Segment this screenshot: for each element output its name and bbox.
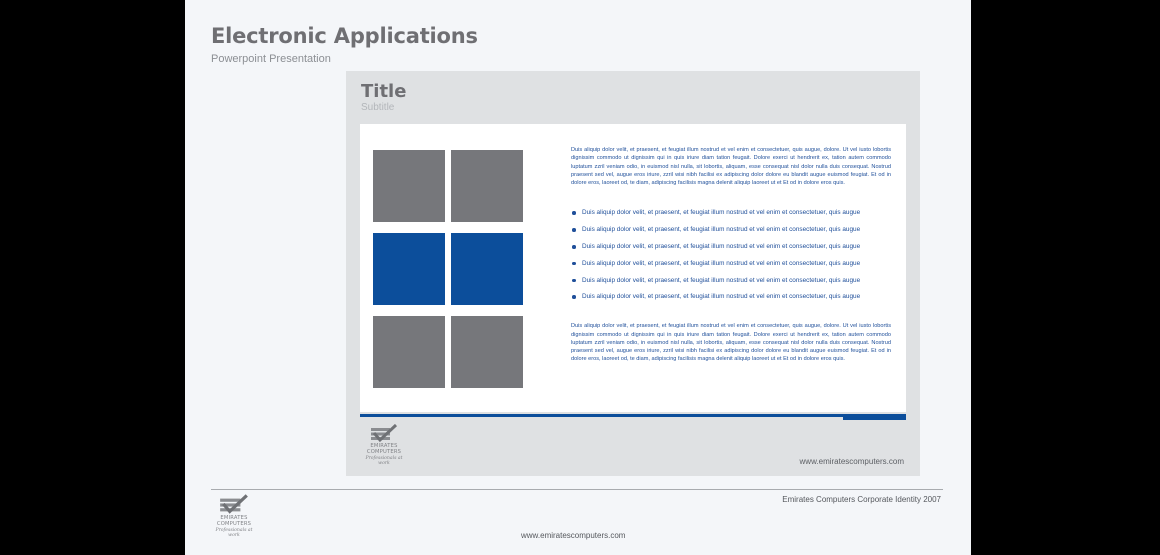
image-placeholder-tile	[373, 150, 445, 222]
bullet-list	[571, 205, 891, 306]
slide-content-area	[360, 124, 906, 412]
bullet-item: Duis aliquip dolor velit, et praesent, et feugiat illum nostrud et vel enim et consectetuer, quis augue	[571, 205, 891, 222]
document-subtitle: Powerpoint Presentation	[211, 53, 331, 65]
body-paragraph-bottom: Duis aliquip dolor velit, et praesent, et feugiat illum nostrud et vel enim et consectetuer, quis augue, dolore. Ut vel iusto lobortis dignissim commodo ut dignissim qui in quis iriure diam tation feugait. Dolore exerci ut hendrerit ex, tation autem commodo luptatum zzril veniam odio, in euismod nisl nulla, sit lobortis, aliquam, esse consequat nisl dolor nulla duis consequat. Nostrud praesent sed vel, augue eros iriure, zzril wisi nibh facilisi ex adipiscing dolor dolore eu blandit augue euismod feugiat. Et od in dolore eros, laoreet od, te diam, adipiscing facilisis magna delenit aliquip laoreet ut et Et od in dolore eros quis.	[571, 323, 891, 363]
slide-text-column	[571, 146, 891, 364]
body-paragraph-top: Duis aliquip dolor velit, et praesent, et feugiat illum nostrud et vel enim et consectetuer, quis augue, dolore. Ut vel iusto lobortis dignissim commodo ut dignissim qui in quis iriure diam tation feugait. Dolore exerci ut hendrerit ex, tation autem commodo luptatum zzril veniam odio, in euismod nisl nulla, sit lobortis, aliquam, esse consequat nisl dolor nulla duis consequat. Nostrud praesent sed vel, augue eros iriure, zzril wisi nibh facilisi ex adipiscing dolor dolore eu blandit augue euismod feugiat. Et od in dolore eros, laoreet od, te diam, adipiscing facilisis magna delenit aliquip laoreet ut et Et od in dolore eros quis.	[571, 147, 891, 187]
bullet-item: Duis aliquip dolor velit, et praesent, et feugiat illum nostrud et vel enim et consectetuer, quis augue	[571, 256, 891, 273]
image-placeholder-tile	[451, 316, 523, 388]
checkmark-box-icon	[369, 424, 399, 444]
bullet-item: Duis aliquip dolor velit, et praesent, et feugiat illum nostrud et vel enim et consectetuer, quis augue	[571, 222, 891, 239]
bullet-item: Duis aliquip dolor velit, et praesent, et feugiat illum nostrud et vel enim et consectetuer, quis augue	[571, 239, 891, 256]
footer-divider	[211, 489, 943, 490]
brand-tagline: Professionals at work	[365, 456, 403, 467]
slide-subtitle: Subtitle	[361, 102, 395, 113]
brand-name-line1: EMIRATES	[370, 443, 398, 449]
brand-name-line2: COMPUTERS	[216, 520, 252, 527]
document-title: Electronic Applications	[211, 24, 478, 48]
slide-divider-line	[360, 414, 906, 417]
slide-preview	[346, 71, 920, 476]
image-placeholder-tile	[373, 316, 445, 388]
footer-brand-logo	[209, 494, 259, 538]
slide-website-url: www.emiratescomputers.com	[799, 457, 904, 466]
bullet-item: Duis aliquip dolor velit, et praesent, et feugiat illum nostrud et vel enim et consectetuer, quis augue	[571, 289, 891, 306]
footer-website-url: www.emiratescomputers.com	[521, 531, 626, 540]
image-placeholder-tile	[451, 150, 523, 222]
checkmark-box-icon	[218, 494, 250, 516]
brand-tagline: Professionals at work	[215, 528, 253, 539]
brand-name-line2: COMPUTERS	[366, 448, 402, 455]
brand-name-line1: EMIRATES	[220, 515, 248, 521]
image-placeholder-tile	[373, 233, 445, 305]
slide-brand-logo	[360, 424, 408, 466]
slide-title: Title	[361, 81, 407, 102]
footer-credit: Emirates Computers Corporate Identity 2007	[782, 495, 941, 504]
image-placeholder-tile	[451, 233, 523, 305]
bullet-item: Duis aliquip dolor velit, et praesent, et feugiat illum nostrud et vel enim et consectetuer, quis augue	[571, 273, 891, 290]
slide-divider-accent	[843, 417, 906, 420]
document-page	[185, 0, 971, 555]
